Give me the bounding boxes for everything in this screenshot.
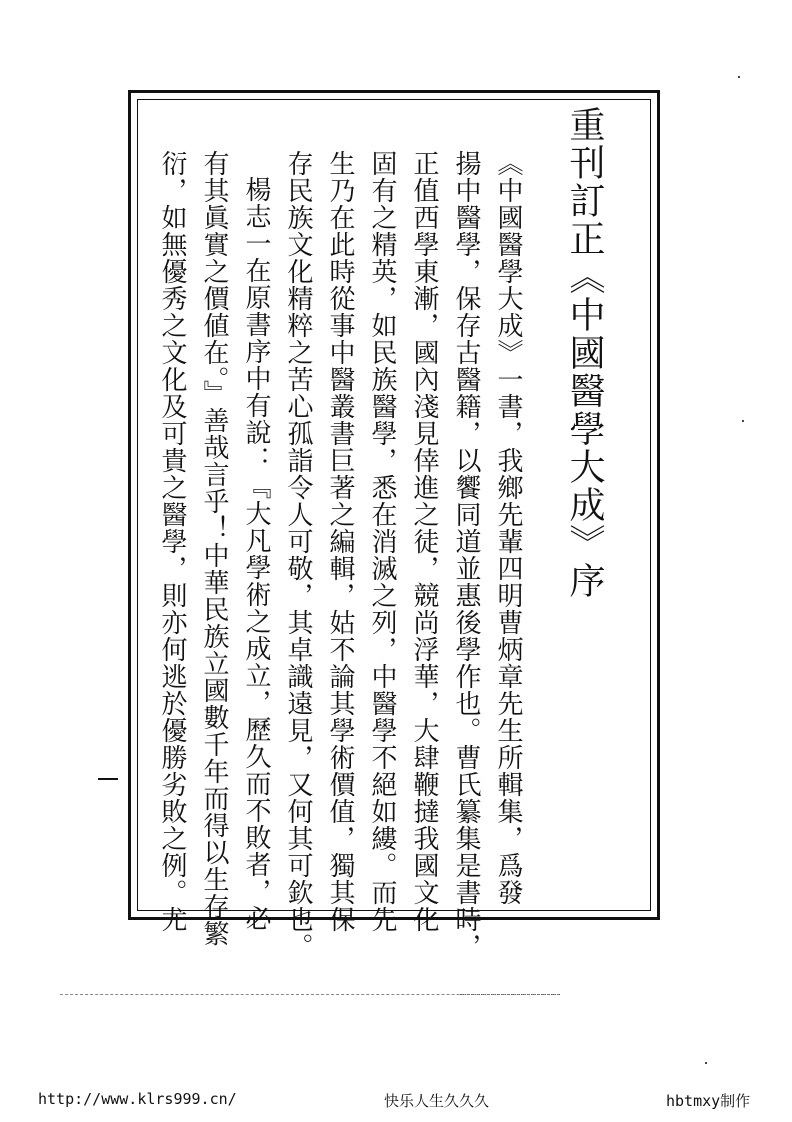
page-number-mark	[98, 778, 118, 780]
scan-speck	[705, 1062, 707, 1064]
text-column: 衍，如無優秀之文化及可貴之醫學，則亦何逃於優勝劣敗之例。尤	[157, 150, 187, 933]
preface-title: 重刊訂正《中國醫學大成》序	[564, 106, 605, 600]
scan-rule	[460, 994, 560, 995]
text-column: 存民族文化精粹之苦心孤詣令人可敬，其卓識遠見，又何其可欽也。	[283, 150, 313, 960]
footer-slogan: 快乐人生久久久	[384, 1092, 490, 1110]
text-column: 有其眞實之價値在。』善哉言乎！中華民族立國數千年而得以生存繁	[199, 150, 229, 947]
text-column: 楊志一在原書序中有說：『大凡學術之成立，歷久而不敗者，必	[241, 176, 271, 932]
text-column: 固有之精英，如民族醫學，悉在消滅之列，中醫學不絕如縷。而先	[367, 150, 397, 933]
footer-credit: hbtmxy制作	[666, 1092, 751, 1110]
footer-url: http://www.klrs999.cn/	[38, 1090, 237, 1108]
text-column: 揚中醫學，保存古醫籍，以饗同道並惠後學作也。曹氏纂集是書時，	[451, 150, 481, 960]
scan-speck	[742, 420, 744, 422]
text-column: 正值西學東漸，國內淺見倖進之徒，競尚浮華，大肆鞭撻我國文化	[409, 150, 439, 933]
scan-speck	[738, 76, 740, 78]
text-column: 生乃在此時從事中醫叢書巨著之編輯，姑不論其學術價值，獨其保	[325, 150, 355, 933]
text-column: 《中國醫學大成》一書，我鄉先輩四明曹炳章先生所輯集，爲發	[493, 150, 523, 906]
